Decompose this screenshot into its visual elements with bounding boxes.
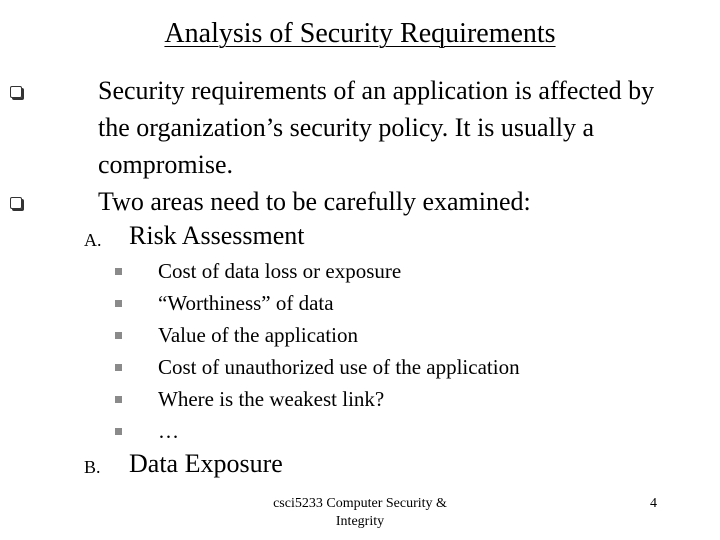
area-label: Risk Assessment [129, 221, 305, 250]
area-marker: B. [84, 457, 101, 477]
list-item: Value of the application [158, 323, 359, 347]
list-item: Where is the weakest link? [158, 387, 385, 411]
checkbox-bullet-icon [10, 86, 22, 98]
square-bullet-icon [115, 364, 122, 371]
list-item: Cost of unauthorized use of the application [158, 355, 520, 379]
area-label: Data Exposure [129, 449, 283, 478]
slide-footer: csci5233 Computer Security & Integrity [273, 496, 447, 529]
square-bullet-icon [115, 332, 122, 339]
list-item: … [158, 419, 179, 443]
checkbox-bullet-icon [10, 197, 22, 209]
square-bullet-icon [115, 300, 122, 307]
square-bullet-icon [115, 396, 122, 403]
area-marker: A. [84, 230, 102, 250]
square-bullet-icon [115, 428, 122, 435]
slide-title: Analysis of Security Requirements [164, 18, 556, 49]
bullet-text: Two areas need to be carefully examined: [98, 187, 531, 216]
list-item: Cost of data loss or exposure [158, 259, 402, 283]
list-item: “Worthiness” of data [158, 291, 334, 315]
bullet-text: Security requirements of an application is affected by the organization’s security policy. It is usually a compromise. [98, 76, 655, 179]
square-bullet-icon [115, 268, 122, 275]
page-number: 4 [650, 496, 657, 511]
